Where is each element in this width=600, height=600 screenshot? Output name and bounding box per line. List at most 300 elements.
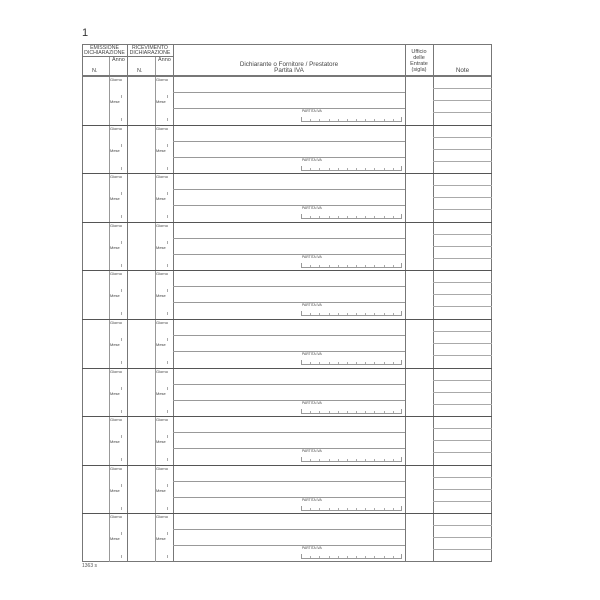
partita-iva-digit-tick [374, 119, 375, 121]
mese-label: Mese [156, 536, 166, 542]
name-line [173, 141, 405, 142]
partita-iva-digit-tick [384, 119, 385, 121]
partita-iva-box-bottom [301, 461, 402, 462]
note-line [433, 380, 492, 381]
partita-iva-digit-tick [384, 411, 385, 413]
partita-iva-box-right [401, 117, 402, 121]
note-line [433, 161, 492, 162]
note-line [433, 100, 492, 101]
partita-iva-digit-tick [356, 556, 357, 558]
partita-iva-digit-tick [329, 313, 330, 315]
partita-iva-box-right [401, 311, 402, 315]
date-field-tick [121, 387, 122, 390]
page-number: 1 [82, 27, 89, 39]
partita-iva-digit-tick [319, 411, 320, 413]
date-field-tick [121, 507, 122, 510]
date-field-tick [167, 144, 168, 147]
partita-iva-digit-tick [365, 265, 366, 267]
partita-iva-digit-tick [374, 459, 375, 461]
ufficio-header: delle [413, 55, 425, 61]
name-line [173, 529, 405, 530]
partita-iva-label: PARTITA IVA [302, 157, 322, 162]
partita-iva-digit-tick [374, 265, 375, 267]
mese-label: Mese [110, 439, 120, 445]
partita-iva-box-bottom [301, 218, 402, 219]
date-field-tick [121, 338, 122, 341]
partita-iva-digit-tick [319, 459, 320, 461]
note-line [433, 197, 492, 198]
partita-iva-digit-tick [347, 459, 348, 461]
name-line [173, 481, 405, 482]
note-line [433, 343, 492, 344]
giorno-label: Giorno [110, 320, 123, 325]
partita-iva-digit-tick [393, 459, 394, 461]
partita-iva-digit-tick [329, 265, 330, 267]
partita-iva-digit-tick [319, 313, 320, 315]
row-divider [82, 319, 492, 320]
partita-iva-digit-tick [310, 216, 311, 218]
note-line [433, 489, 492, 490]
n-label: N. [92, 68, 98, 74]
giorno-label: Giorno [110, 125, 123, 131]
partita-iva-label: PARTITA IVA [302, 546, 322, 551]
note-line [433, 404, 492, 405]
date-field-tick [121, 118, 122, 121]
partita-iva-digit-tick [329, 119, 330, 121]
note-line [433, 549, 492, 550]
mese-label: Mese [110, 147, 120, 153]
date-field-tick [167, 338, 168, 341]
partita-iva-digit-tick [319, 556, 320, 558]
partita-iva-digit-tick [384, 556, 385, 558]
mese-label: Mese [156, 342, 166, 347]
partita-iva-digit-tick [374, 556, 375, 558]
partita-iva-digit-tick [356, 508, 357, 510]
partita-iva-label: PARTITA IVA [302, 254, 322, 259]
note-line [433, 234, 492, 235]
date-field-tick [167, 361, 168, 364]
date-field-tick [121, 215, 122, 218]
name-line [173, 157, 405, 158]
note-line [433, 306, 492, 307]
name-line [173, 448, 405, 449]
date-field-tick [167, 95, 168, 98]
note-line [433, 452, 492, 453]
emissione-header: EMISSIONE DICHIARAZIONE [84, 45, 125, 56]
partita-iva-digit-tick [338, 168, 339, 170]
header-divider [82, 75, 492, 76]
mese-label: Mese [110, 99, 120, 104]
row-divider [82, 465, 492, 466]
column-divider [127, 44, 128, 562]
partita-iva-digit-tick [393, 119, 394, 121]
date-field-tick [167, 532, 168, 535]
name-line [173, 189, 405, 190]
partita-iva-digit-tick [393, 508, 394, 510]
row-divider [82, 173, 492, 174]
row-divider [82, 513, 492, 514]
note-line [433, 149, 492, 150]
giorno-label: Giorno [156, 77, 169, 82]
partita-iva-digit-tick [347, 556, 348, 558]
partita-iva-digit-tick [393, 556, 394, 558]
mese-label: Mese [156, 99, 166, 104]
partita-iva-digit-tick [310, 313, 311, 315]
partita-iva-digit-tick [347, 411, 348, 413]
partita-iva-label: PARTITA IVA [302, 206, 322, 211]
partita-iva-digit-tick [393, 362, 394, 364]
date-field-tick [167, 435, 168, 438]
date-field-tick [167, 215, 168, 218]
date-field-tick [121, 361, 122, 364]
partita-iva-digit-tick [347, 313, 348, 315]
partita-iva-box-bottom [301, 510, 402, 511]
mese-label: Mese [110, 244, 120, 250]
column-divider [155, 56, 156, 562]
partita-iva-digit-tick [338, 216, 339, 218]
partita-iva-box-bottom [301, 121, 402, 122]
partita-iva-digit-tick [329, 216, 330, 218]
partita-iva-digit-tick [393, 216, 394, 218]
partita-iva-digit-tick [356, 411, 357, 413]
partita-iva-digit-tick [310, 119, 311, 121]
partita-iva-digit-tick [319, 119, 320, 121]
partita-iva-digit-tick [384, 313, 385, 315]
date-field-tick [121, 167, 122, 170]
partita-iva-digit-tick [384, 168, 385, 170]
partita-iva-digit-tick [338, 265, 339, 267]
partita-iva-digit-tick [365, 168, 366, 170]
row-divider [82, 416, 492, 417]
note-line [433, 477, 492, 478]
partita-iva-digit-tick [356, 119, 357, 121]
mese-label: Mese [156, 244, 166, 250]
note-line [433, 537, 492, 538]
giorno-label: Giorno [110, 271, 123, 277]
frame-right [491, 44, 492, 562]
partita-iva-digit-tick [329, 508, 330, 510]
partita-iva-box-bottom [301, 267, 402, 268]
giorno-label: Giorno [110, 222, 123, 228]
partita-iva-digit-tick [374, 508, 375, 510]
partita-iva-digit-tick [365, 508, 366, 510]
partita-iva-digit-tick [356, 265, 357, 267]
partita-iva-box-right [401, 457, 402, 461]
partita-iva-box-left [301, 214, 302, 218]
partita-iva-digit-tick [365, 119, 366, 121]
date-field-tick [167, 507, 168, 510]
partita-iva-digit-tick [319, 362, 320, 364]
name-line [173, 286, 405, 287]
date-field-tick [167, 289, 168, 292]
date-field-tick [167, 458, 168, 461]
partita-iva-digit-tick [374, 168, 375, 170]
ufficio-header: (sigla) [411, 67, 427, 73]
ufficio-header: Ufficio [411, 49, 427, 55]
date-field-tick [121, 312, 122, 315]
partita-iva-digit-tick [310, 411, 311, 413]
date-field-tick [121, 264, 122, 267]
date-field-tick [121, 458, 122, 461]
partita-iva-digit-tick [365, 216, 366, 218]
partita-iva-digit-tick [393, 168, 394, 170]
note-line [433, 112, 492, 113]
partita-iva-digit-tick [393, 313, 394, 315]
partita-iva-digit-tick [384, 362, 385, 364]
register-form [82, 44, 492, 562]
date-field-tick [121, 410, 122, 413]
partita-iva-digit-tick [310, 508, 311, 510]
mese-label: Mese [110, 342, 120, 347]
partita-iva-digit-tick [310, 168, 311, 170]
date-field-tick [121, 192, 122, 195]
note-line [433, 137, 492, 138]
note-line [433, 282, 492, 283]
frame-bottom [82, 561, 492, 562]
column-divider [109, 56, 110, 562]
dichiarante-header: Dichiarante o Fornitore / Prestatore [239, 61, 339, 68]
partita-iva-digit-tick [310, 265, 311, 267]
date-field-tick [121, 555, 122, 558]
name-line [173, 92, 405, 93]
date-field-tick [121, 289, 122, 292]
row-divider [82, 125, 492, 126]
giorno-label: Giorno [156, 368, 169, 374]
name-line [173, 302, 405, 303]
n-label: N. [137, 68, 143, 74]
partita-iva-digit-tick [329, 411, 330, 413]
giorno-label: Giorno [156, 514, 169, 520]
partita-iva-box-left [301, 409, 302, 413]
giorno-label: Giorno [156, 271, 169, 277]
form-code: 1363 s [82, 563, 98, 569]
date-field-tick [167, 312, 168, 315]
partita-iva-digit-tick [374, 313, 375, 315]
note-line [433, 501, 492, 502]
partita-iva-box-right [401, 409, 402, 413]
partita-iva-box-right [401, 506, 402, 510]
partita-iva-box-left [301, 360, 302, 364]
partita-iva-digit-tick [384, 265, 385, 267]
partita-iva-box-right [401, 166, 402, 170]
giorno-label: Giorno [156, 320, 169, 325]
date-field-tick [121, 144, 122, 147]
partita-iva-digit-tick [347, 168, 348, 170]
partita-iva-box-left [301, 311, 302, 315]
mese-label: Mese [110, 536, 120, 542]
partita-iva-box-right [401, 263, 402, 267]
partita-iva-digit-tick [374, 216, 375, 218]
partita-iva-box-right [401, 360, 402, 364]
mese-label: Mese [156, 147, 166, 153]
name-line [173, 351, 405, 352]
note-line [433, 294, 492, 295]
note-line [433, 331, 492, 332]
mese-label: Mese [110, 487, 120, 493]
partita-iva-digit-tick [338, 313, 339, 315]
partita-iva-digit-tick [329, 556, 330, 558]
note-line [433, 88, 492, 89]
partita-iva-digit-tick [319, 216, 320, 218]
ricevimento-header: RICEVIMENTO DICHIARAZIONE [129, 45, 171, 56]
frame-left [82, 44, 83, 562]
mese-label: Mese [156, 439, 166, 445]
partita-iva-digit-tick [329, 459, 330, 461]
date-field-tick [121, 241, 122, 244]
mese-label: Mese [110, 390, 120, 396]
date-field-tick [167, 241, 168, 244]
partita-iva-digit-tick [319, 168, 320, 170]
name-line [173, 545, 405, 546]
name-line [173, 254, 405, 255]
partita-iva-digit-tick [356, 362, 357, 364]
mese-label: Mese [156, 390, 166, 396]
row-divider [82, 270, 492, 271]
date-field-tick [167, 264, 168, 267]
partita-iva-label: PARTITA IVA [302, 109, 322, 113]
date-field-tick [167, 167, 168, 170]
name-line [173, 108, 405, 109]
partita-iva-box-bottom [301, 315, 402, 316]
note-line [433, 258, 492, 259]
partita-iva-digit-tick [347, 362, 348, 364]
anno-label: Anno [112, 57, 125, 63]
partita-iva-box-left [301, 554, 302, 558]
date-field-tick [167, 410, 168, 413]
partita-iva-digit-tick [347, 119, 348, 121]
date-field-tick [167, 387, 168, 390]
note-line [433, 428, 492, 429]
date-field-tick [121, 435, 122, 438]
partita-iva-label: PARTITA IVA [302, 303, 322, 308]
partita-iva-digit-tick [356, 168, 357, 170]
partita-iva-box-left [301, 166, 302, 170]
note-line [433, 525, 492, 526]
partita-iva-box-right [401, 214, 402, 218]
giorno-label: Giorno [110, 514, 123, 520]
note-line [433, 355, 492, 356]
partita-iva-digit-tick [319, 265, 320, 267]
name-line [173, 238, 405, 239]
partita-iva-box-bottom [301, 170, 402, 171]
partita-iva-digit-tick [329, 362, 330, 364]
partita-iva-box-left [301, 263, 302, 267]
column-divider [433, 44, 434, 562]
ufficio-header: Entrate [410, 61, 428, 67]
partita-iva-digit-tick [338, 556, 339, 558]
partita-iva-digit-tick [356, 459, 357, 461]
note-line [433, 185, 492, 186]
anno-label: Anno [158, 57, 171, 63]
partita-iva-label: PARTITA IVA [302, 449, 322, 454]
partita-iva-box-right [401, 554, 402, 558]
partita-iva-digit-tick [310, 362, 311, 364]
partita-iva-digit-tick [365, 411, 366, 413]
note-line [433, 246, 492, 247]
column-divider [405, 44, 406, 562]
partita-iva-digit-tick [310, 459, 311, 461]
partita-iva-digit-tick [356, 216, 357, 218]
note-header: Note [455, 67, 470, 74]
partita-iva-digit-tick [365, 459, 366, 461]
partita-iva-header: Partita IVA [274, 67, 304, 74]
partita-iva-label: PARTITA IVA [302, 497, 322, 502]
mese-label: Mese [156, 293, 166, 299]
mese-label: Mese [110, 293, 120, 299]
partita-iva-box-bottom [301, 364, 402, 365]
partita-iva-box-bottom [301, 413, 402, 414]
giorno-label: Giorno [156, 222, 169, 228]
name-line [173, 432, 405, 433]
partita-iva-digit-tick [393, 411, 394, 413]
partita-iva-digit-tick [356, 313, 357, 315]
date-field-tick [167, 192, 168, 195]
giorno-label: Giorno [156, 417, 169, 423]
note-line [433, 209, 492, 210]
partita-iva-box-left [301, 117, 302, 121]
name-line [173, 497, 405, 498]
giorno-label: Giorno [110, 368, 123, 374]
partita-iva-digit-tick [365, 362, 366, 364]
date-field-tick [121, 532, 122, 535]
date-field-tick [121, 484, 122, 487]
mese-label: Mese [156, 196, 166, 202]
partita-iva-digit-tick [365, 556, 366, 558]
partita-iva-digit-tick [319, 508, 320, 510]
date-field-tick [121, 95, 122, 98]
partita-iva-box-bottom [301, 558, 402, 559]
partita-iva-digit-tick [384, 508, 385, 510]
note-line [433, 440, 492, 441]
partita-iva-digit-tick [347, 216, 348, 218]
header-divider [82, 76, 492, 77]
date-field-tick [167, 484, 168, 487]
partita-iva-digit-tick [384, 459, 385, 461]
name-line [173, 205, 405, 206]
giorno-label: Giorno [156, 465, 169, 471]
giorno-label: Giorno [156, 125, 169, 131]
partita-iva-box-left [301, 457, 302, 461]
giorno-label: Giorno [110, 417, 123, 423]
date-field-tick [167, 555, 168, 558]
partita-iva-digit-tick [338, 411, 339, 413]
name-line [173, 400, 405, 401]
partita-iva-digit-tick [338, 362, 339, 364]
name-line [173, 335, 405, 336]
partita-iva-digit-tick [338, 119, 339, 121]
giorno-label: Giorno [110, 174, 123, 180]
giorno-label: Giorno [110, 465, 123, 471]
giorno-label: Giorno [110, 77, 123, 82]
name-line [173, 384, 405, 385]
date-field-tick [167, 118, 168, 121]
partita-iva-digit-tick [374, 411, 375, 413]
partita-iva-digit-tick [393, 265, 394, 267]
row-divider [82, 222, 492, 223]
partita-iva-digit-tick [347, 265, 348, 267]
mese-label: Mese [156, 487, 166, 493]
mese-label: Mese [110, 196, 120, 202]
partita-iva-box-left [301, 506, 302, 510]
partita-iva-digit-tick [338, 508, 339, 510]
partita-iva-digit-tick [347, 508, 348, 510]
partita-iva-digit-tick [338, 459, 339, 461]
partita-iva-label: PARTITA IVA [302, 352, 322, 356]
partita-iva-digit-tick [384, 216, 385, 218]
partita-iva-digit-tick [365, 313, 366, 315]
giorno-label: Giorno [156, 174, 169, 180]
partita-iva-digit-tick [374, 362, 375, 364]
